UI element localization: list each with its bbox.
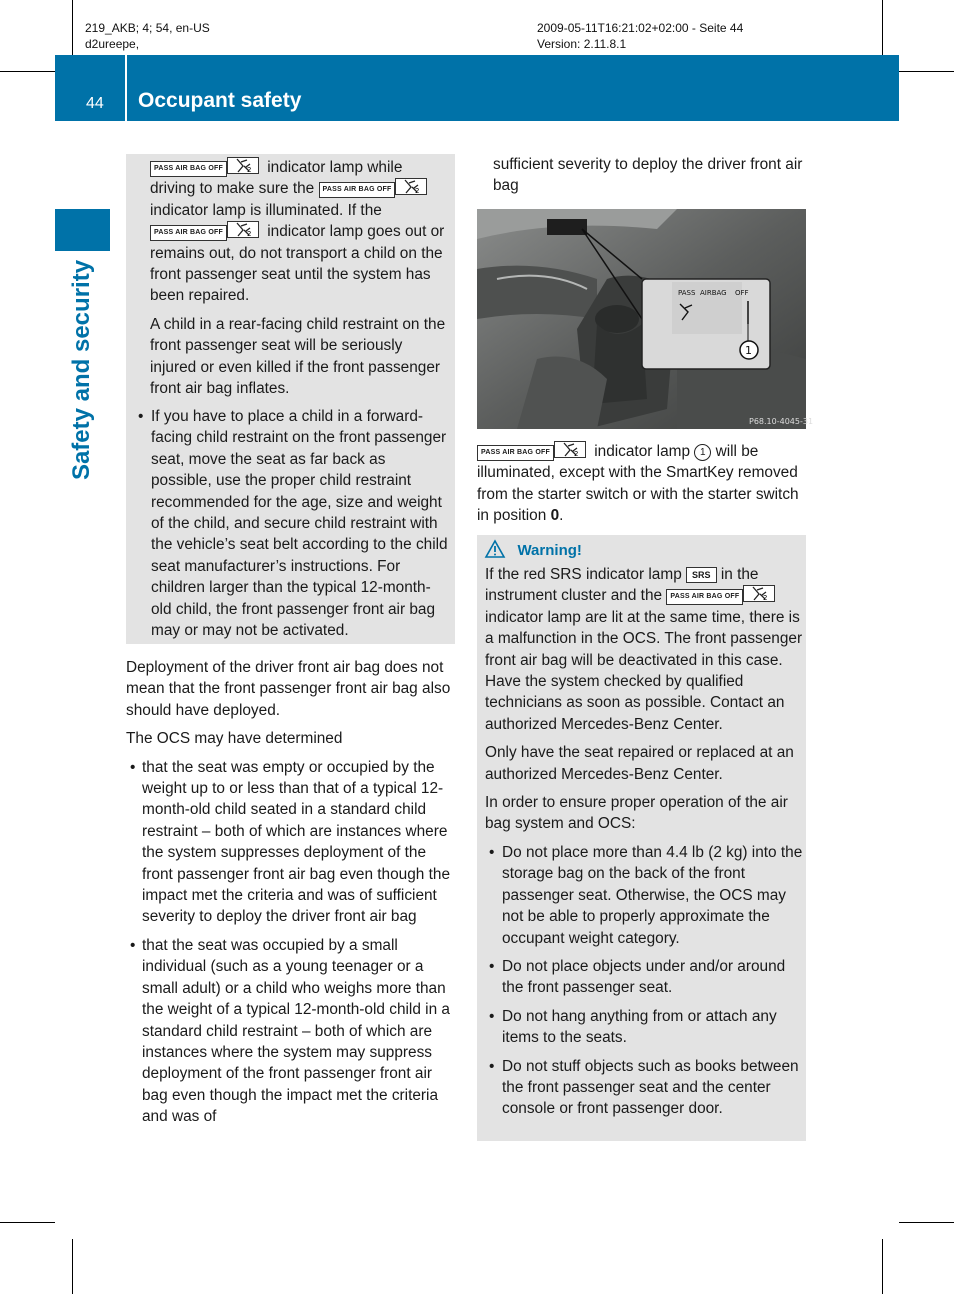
list-item: • Do not place objects under and/or around the front passenger seat.: [489, 957, 786, 997]
paragraph: A child in a rear-facing child restraint on the front passenger seat will be seriously injured or even killed if the front passenger front air bag inflates.: [150, 315, 446, 398]
svg-text:2: 2: [415, 187, 420, 196]
console-photo-drawing: [477, 209, 814, 429]
photo-label: PASS: [678, 289, 696, 297]
photo-callout: 1: [745, 344, 752, 357]
continued-text: sufficient severity to deploy the driver front air bag: [493, 156, 803, 195]
text: in the instrument cluster and the: [485, 566, 759, 605]
paragraph: [485, 564, 803, 735]
paragraph: [477, 441, 807, 527]
text: indicator lamp: [594, 443, 691, 460]
paragraph: [150, 157, 450, 307]
list-item: • Do not stuff objects such as books between the front passenger seat and the center console or front passenger door.: [489, 1057, 799, 1118]
pass-air-bag-off-badge: PASS AIR BAG OFF: [150, 225, 227, 241]
crop-mark: [899, 71, 954, 72]
text: If you have to place a child in a forward-facing child restraint on the front passenger seat, move the seat as far back as possible, use the proper child restraint recommended for the age, size and weight of the child, and secure child restraint with the vehicle’s seat belt according to the child seat manufacturer’s instructions. For children larger than the typical 12-month-old child, the front passenger front air bag may or may not be activated.: [151, 408, 448, 640]
paragraph: Deployment of the driver front air bag does not mean that the front passenger front air bag also should have deployed.: [126, 659, 451, 719]
crop-mark: [0, 71, 55, 72]
list-item: • that the seat was occupied by a small individual (such as a young teenager or a small adult) or a child who weighs more than the weight of a typical 12-month-old child in a standard child restraint – both of which are instances where the system may suppress deployment of the front passenger front air bag even though the impact met the criteria and was of: [130, 936, 450, 1126]
position-value: 0: [550, 507, 560, 525]
text: will be illuminated, except with the SmartKey removed from the starter switch or with the starter switch in position: [477, 443, 799, 525]
header-divider: [125, 55, 127, 121]
callout-number: 1: [694, 444, 711, 461]
meta-line: 219_AKB; 4; 54, en-US: [85, 21, 210, 35]
warning-triangle-icon: [485, 540, 505, 558]
crop-mark: [72, 0, 73, 55]
text: that the seat was empty or occupied by the weight up to or less than that of a typical 12-month-old child seated in a standard child restraint – both of which are instances where the system suppresses deployment of the front passenger front air bag even though the impact met the criteria and was of sufficient severity to deploy the driver front air bag: [142, 758, 451, 926]
srs-icon: SRS: [686, 567, 717, 583]
pass-air-bag-off-badge: PASS AIR BAG OFF: [477, 445, 554, 461]
section-tab: [55, 209, 110, 251]
child-seat-icon: [554, 441, 586, 458]
photo-code: P68.10-4045-31: [749, 417, 814, 426]
left-body: [126, 657, 456, 1135]
list-item: • Do not place more than 4.4 lb (2 kg) into the storage bag on the back of the front passenger seat. Otherwise, the OCS may not be able to properly approximate the occupant weight category.: [489, 843, 803, 947]
meta-line: Version: 2.11.8.1: [537, 37, 627, 51]
page-number: 44: [86, 95, 104, 112]
text: Do not stuff objects such as books between the front passenger seat and the center console or front passenger door.: [502, 1057, 799, 1118]
print-meta-left: [85, 20, 210, 52]
list-item: • that the seat was empty or occupied by the weight up to or less than that of a typical 12-month-old child seated in a standard child restraint – both of which are instances where the system suppresses deployment of the front passenger front air bag even though the impact met the criteria and was of sufficient severity to deploy the driver front air bag: [130, 758, 451, 926]
meta-line: d2ureepe,: [85, 37, 140, 51]
pass-air-bag-off-badge: PASS AIR BAG OFF: [150, 161, 227, 177]
warning-title: Warning!: [517, 542, 582, 559]
crop-mark: [72, 1239, 73, 1294]
list-item: • Do not hang anything from or attach any items to the seats.: [489, 1007, 777, 1047]
pass-air-bag-off-badge: PASS AIR BAG OFF: [319, 182, 396, 198]
paragraph: The OCS may have determined: [126, 730, 343, 748]
text: indicator lamp are lit at the same time, there is a malfunction in the OCS. The front passenger front air bag will be deactivated in this case. Have the system checked by qualified technicians as soon as possible. Contact an authorized Mercedes-Benz Center.: [485, 608, 803, 733]
text: that the seat was occupied by a small individual (such as a young teenager or a small adult) or a child who weighs more than the weight of a typical 12-month-old child in a standard child restraint – both of which are instances where the system may suppress deployment of the front passenger front air bag even though the impact met the criteria and was of: [142, 936, 450, 1126]
text: Do not hang anything from or attach any items to the seats.: [502, 1007, 777, 1047]
svg-text:2: 2: [246, 230, 252, 239]
console-photo: [477, 209, 814, 429]
child-seat-icon: [227, 157, 259, 174]
warning-header: [485, 540, 582, 560]
pass-air-bag-off-badge: PASS AIR BAG OFF: [666, 589, 743, 605]
crop-mark: [0, 1222, 55, 1223]
crop-mark: [899, 1222, 954, 1223]
text: indicator lamp goes out or remains out, do not transport a child on the front passenger seat until the system has been repaired.: [150, 223, 445, 305]
text: indicator lamp while driving to make sure the: [150, 159, 403, 198]
section-label: Safety and security: [68, 259, 95, 481]
child-seat-icon: [395, 178, 427, 195]
crop-mark: [882, 1239, 883, 1294]
list-item: • If you have to place a child in a forward-facing child restraint on the front passenger seat, move the seat as far back as possible, use the proper child restraint recommended for the age, size and weight of the child, and secure child restraint with the vehicle’s seat belt according to the child seat manufacturer’s instructions. For children larger than the typical 12-month-old child, the front passenger front air bag may or may not be activated.: [138, 408, 448, 640]
svg-text:2: 2: [763, 594, 768, 603]
crop-mark: [882, 0, 883, 55]
left-info-box-bullet: [134, 406, 450, 648]
svg-text:2: 2: [246, 166, 252, 174]
paragraph: In order to ensure proper operation of the air bag system and OCS:: [485, 794, 788, 833]
text: Do not place more than 4.4 lb (2 kg) into the storage bag on the back of the front passenger seat. Otherwise, the OCS may not be able to properly approximate the occupant weight category.: [502, 843, 803, 947]
text: indicator lamp is illuminated. If the: [150, 201, 382, 219]
lamp-paragraph: [477, 441, 807, 534]
paragraph: Only have the seat repaired or replaced at an authorized Mercedes-Benz Center.: [485, 744, 794, 783]
left-info-box-text: [150, 157, 450, 406]
page-title: Occupant safety: [138, 89, 302, 112]
photo-label: AIRBAG: [700, 289, 727, 297]
child-seat-icon: [227, 221, 259, 238]
photo-label: OFF: [735, 289, 749, 297]
warning-text: [485, 564, 803, 1127]
svg-text:2: 2: [573, 450, 579, 458]
child-seat-icon: [743, 585, 775, 602]
meta-line: 2009-05-11T16:21:02+02:00 - Seite 44: [537, 21, 744, 35]
print-meta-right: [537, 20, 743, 52]
text: .: [559, 507, 564, 525]
text: If the red SRS indicator lamp: [485, 566, 682, 583]
text: Do not place objects under and/or around the front passenger seat.: [502, 957, 786, 997]
